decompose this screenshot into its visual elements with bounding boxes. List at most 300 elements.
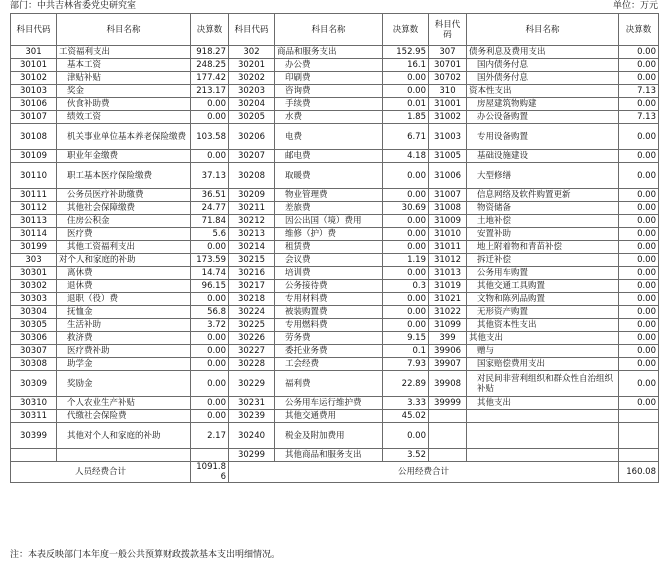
code-cell: 30701 [429, 59, 467, 72]
code-cell: 31012 [429, 254, 467, 267]
amount-cell: 0.00 [191, 293, 229, 306]
amount-cell: 37.13 [191, 163, 229, 189]
table-row [11, 163, 659, 189]
amount-cell: 3.72 [191, 319, 229, 332]
code-cell [429, 449, 467, 462]
name-cell: 办公设备购置 [467, 111, 619, 124]
code-cell: 30203 [229, 85, 275, 98]
name-cell: 医疗费补助 [57, 345, 191, 358]
name-cell [57, 449, 191, 462]
code-cell: 301 [11, 46, 57, 59]
amount-cell: 0.00 [619, 254, 659, 267]
name-cell: 其他社会保障缴费 [57, 202, 191, 215]
amount-cell: 0.00 [383, 72, 429, 85]
code-cell: 31010 [429, 228, 467, 241]
table-row [11, 358, 659, 371]
code-cell: 31011 [429, 241, 467, 254]
amount-cell: 3.52 [383, 449, 429, 462]
table-row [11, 371, 659, 397]
code-cell: 30702 [429, 72, 467, 85]
table-row [11, 332, 659, 345]
code-cell: 30101 [11, 59, 57, 72]
name-cell: 对个人和家庭的补助 [57, 254, 191, 267]
amount-cell: 9.15 [383, 332, 429, 345]
amount-cell: 0.00 [383, 319, 429, 332]
report-header [10, 0, 658, 12]
table-row [11, 85, 659, 98]
name-cell: 取暖费 [275, 163, 383, 189]
amount-cell: 0.00 [619, 397, 659, 410]
name-cell: 职工基本医疗保险缴费 [57, 163, 191, 189]
amount-cell: 0.00 [383, 423, 429, 449]
table-row [11, 397, 659, 410]
code-cell: 39908 [429, 371, 467, 397]
amount-cell: 1.19 [383, 254, 429, 267]
amount-cell: 56.8 [191, 306, 229, 319]
name-cell: 伙食补助费 [57, 98, 191, 111]
code-cell [429, 423, 467, 449]
code-cell: 30208 [229, 163, 275, 189]
code-cell: 30212 [229, 215, 275, 228]
name-cell: 其他交通费用 [275, 410, 383, 423]
name-cell: 专用材料费 [275, 293, 383, 306]
amount-cell: 0.00 [191, 150, 229, 163]
name-cell: 退职（役）费 [57, 293, 191, 306]
amount-cell: 0.00 [619, 358, 659, 371]
unit-label: 单位：万元 [612, 1, 658, 11]
name-cell: 房屋建筑物购建 [467, 98, 619, 111]
amount-cell: 7.93 [383, 358, 429, 371]
code-cell: 30308 [11, 358, 57, 371]
code-cell: 30399 [11, 423, 57, 449]
code-cell: 30205 [229, 111, 275, 124]
name-cell: 被装购置费 [275, 306, 383, 319]
code-cell: 30310 [11, 397, 57, 410]
amount-cell: 0.00 [619, 241, 659, 254]
name-cell: 退休费 [57, 280, 191, 293]
code-cell: 31008 [429, 202, 467, 215]
code-cell: 303 [11, 254, 57, 267]
code-cell: 399 [429, 332, 467, 345]
name-cell: 租赁费 [275, 241, 383, 254]
code-cell: 30218 [229, 293, 275, 306]
amount-cell: 0.00 [191, 241, 229, 254]
name-cell: 赠与 [467, 345, 619, 358]
table-header-row [11, 14, 659, 46]
code-cell: 30301 [11, 267, 57, 280]
table-row [11, 228, 659, 241]
name-cell: 印刷费 [275, 72, 383, 85]
amount-cell: 0.00 [191, 358, 229, 371]
col-header-name: 科目名称 [467, 14, 619, 46]
amount-cell: 152.95 [383, 46, 429, 59]
amount-cell: 0.00 [619, 72, 659, 85]
amount-cell: 36.51 [191, 189, 229, 202]
name-cell: 安置补助 [467, 228, 619, 241]
code-cell: 30226 [229, 332, 275, 345]
code-cell: 30103 [11, 85, 57, 98]
code-cell: 30311 [11, 410, 57, 423]
table-row [11, 267, 659, 280]
code-cell: 31009 [429, 215, 467, 228]
name-cell: 公务用车购置 [467, 267, 619, 280]
name-cell: 机关事业单位基本养老保险缴费 [57, 124, 191, 150]
name-cell: 工资福利支出 [57, 46, 191, 59]
name-cell: 大型修缮 [467, 163, 619, 189]
name-cell: 对民间非营利组织和群众性自治组织补贴 [467, 371, 619, 397]
name-cell: 其他商品和服务支出 [275, 449, 383, 462]
personnel-total-value: 1091.86 [191, 462, 229, 483]
amount-cell: 0.00 [383, 85, 429, 98]
name-cell: 抚恤金 [57, 306, 191, 319]
name-cell: 公务用车运行维护费 [275, 397, 383, 410]
name-cell: 住房公积金 [57, 215, 191, 228]
amount-cell: 6.71 [383, 124, 429, 150]
name-cell: 债务利息及费用支出 [467, 46, 619, 59]
code-cell: 39907 [429, 358, 467, 371]
name-cell: 拆迁补偿 [467, 254, 619, 267]
name-cell: 医疗费 [57, 228, 191, 241]
amount-cell: 173.59 [191, 254, 229, 267]
code-cell: 30306 [11, 332, 57, 345]
table-row [11, 293, 659, 306]
code-cell: 30107 [11, 111, 57, 124]
name-cell: 奖金 [57, 85, 191, 98]
name-cell: 国家赔偿费用支出 [467, 358, 619, 371]
personnel-total-label: 人员经费合计 [11, 462, 191, 483]
name-cell: 资本性支出 [467, 85, 619, 98]
amount-cell: 0.00 [619, 371, 659, 397]
totals-row [11, 462, 659, 483]
name-cell: 因公出国（境）费用 [275, 215, 383, 228]
name-cell: 个人农业生产补贴 [57, 397, 191, 410]
amount-cell [619, 423, 659, 449]
name-cell: 电费 [275, 124, 383, 150]
amount-cell: 0.00 [383, 189, 429, 202]
amount-cell: 177.42 [191, 72, 229, 85]
name-cell: 其他对个人和家庭的补助 [57, 423, 191, 449]
name-cell: 物业管理费 [275, 189, 383, 202]
amount-cell: 0.00 [619, 319, 659, 332]
name-cell: 信息网络及软件购置更新 [467, 189, 619, 202]
amount-cell: 918.27 [191, 46, 229, 59]
col-header-code: 科目代码 [229, 14, 275, 46]
code-cell: 30113 [11, 215, 57, 228]
name-cell: 其他工资福利支出 [57, 241, 191, 254]
name-cell [467, 410, 619, 423]
name-cell: 救济费 [57, 332, 191, 345]
code-cell: 30229 [229, 371, 275, 397]
name-cell: 手续费 [275, 98, 383, 111]
amount-cell: 0.00 [383, 228, 429, 241]
name-cell: 绩效工资 [57, 111, 191, 124]
amount-cell [619, 449, 659, 462]
code-cell: 31021 [429, 293, 467, 306]
code-cell: 39906 [429, 345, 467, 358]
name-cell [467, 423, 619, 449]
amount-cell: 0.00 [383, 293, 429, 306]
name-cell: 基本工资 [57, 59, 191, 72]
amount-cell: 7.13 [619, 111, 659, 124]
code-cell: 31006 [429, 163, 467, 189]
amount-cell: 14.74 [191, 267, 229, 280]
code-cell [11, 449, 57, 462]
table-row [11, 319, 659, 332]
col-header-name: 科目名称 [275, 14, 383, 46]
name-cell: 奖励金 [57, 371, 191, 397]
code-cell: 30231 [229, 397, 275, 410]
table-row [11, 150, 659, 163]
code-cell: 30309 [11, 371, 57, 397]
name-cell: 咨询费 [275, 85, 383, 98]
code-cell: 31002 [429, 111, 467, 124]
col-header-amount: 决算数 [191, 14, 229, 46]
name-cell: 福利费 [275, 371, 383, 397]
amount-cell: 0.00 [383, 241, 429, 254]
amount-cell: 0.01 [383, 98, 429, 111]
name-cell: 其他资本性支出 [467, 319, 619, 332]
code-cell: 31005 [429, 150, 467, 163]
amount-cell: 103.58 [191, 124, 229, 150]
code-cell: 39999 [429, 397, 467, 410]
code-cell: 31013 [429, 267, 467, 280]
code-cell: 30114 [11, 228, 57, 241]
code-cell: 30215 [229, 254, 275, 267]
name-cell: 其他支出 [467, 332, 619, 345]
amount-cell: 30.69 [383, 202, 429, 215]
table-row [11, 241, 659, 254]
col-header-name: 科目名称 [57, 14, 191, 46]
table-row [11, 345, 659, 358]
code-cell: 30239 [229, 410, 275, 423]
table-row [11, 189, 659, 202]
code-cell: 31007 [429, 189, 467, 202]
name-cell: 助学金 [57, 358, 191, 371]
amount-cell: 0.00 [383, 267, 429, 280]
amount-cell: 248.25 [191, 59, 229, 72]
code-cell: 30216 [229, 267, 275, 280]
code-cell: 30209 [229, 189, 275, 202]
name-cell: 地上附着物和青苗补偿 [467, 241, 619, 254]
table-row [11, 215, 659, 228]
code-cell: 30106 [11, 98, 57, 111]
amount-cell: 0.00 [619, 189, 659, 202]
amount-cell: 0.00 [383, 215, 429, 228]
amount-cell [619, 410, 659, 423]
name-cell: 邮电费 [275, 150, 383, 163]
code-cell: 30206 [229, 124, 275, 150]
amount-cell: 0.00 [619, 46, 659, 59]
code-cell: 30303 [11, 293, 57, 306]
amount-cell: 0.00 [619, 150, 659, 163]
table-row [11, 449, 659, 462]
name-cell: 工会经费 [275, 358, 383, 371]
code-cell: 30305 [11, 319, 57, 332]
code-cell: 31003 [429, 124, 467, 150]
amount-cell: 1.85 [383, 111, 429, 124]
amount-cell: 0.1 [383, 345, 429, 358]
amount-cell: 0.00 [383, 163, 429, 189]
amount-cell: 0.00 [619, 345, 659, 358]
table-row [11, 46, 659, 59]
amount-cell: 0.00 [191, 332, 229, 345]
name-cell: 生活补助 [57, 319, 191, 332]
code-cell: 30227 [229, 345, 275, 358]
amount-cell: 0.00 [383, 306, 429, 319]
amount-cell: 0.00 [619, 59, 659, 72]
code-cell: 307 [429, 46, 467, 59]
amount-cell: 16.1 [383, 59, 429, 72]
amount-cell: 0.00 [619, 98, 659, 111]
name-cell [467, 449, 619, 462]
code-cell: 30207 [229, 150, 275, 163]
department-label: 部门：中共吉林省委党史研究室 [10, 1, 137, 11]
name-cell: 公务接待费 [275, 280, 383, 293]
amount-cell: 5.6 [191, 228, 229, 241]
name-cell: 其他交通工具购置 [467, 280, 619, 293]
code-cell: 30102 [11, 72, 57, 85]
amount-cell: 0.00 [619, 306, 659, 319]
amount-cell: 213.17 [191, 85, 229, 98]
amount-cell [191, 449, 229, 462]
code-cell: 30199 [11, 241, 57, 254]
name-cell: 专用燃料费 [275, 319, 383, 332]
name-cell: 商品和服务支出 [275, 46, 383, 59]
public-total-label: 公用经费合计 [229, 462, 619, 483]
code-cell: 30225 [229, 319, 275, 332]
code-cell: 30228 [229, 358, 275, 371]
name-cell: 差旅费 [275, 202, 383, 215]
code-cell: 30214 [229, 241, 275, 254]
code-cell: 30204 [229, 98, 275, 111]
col-header-amount: 决算数 [619, 14, 659, 46]
amount-cell: 24.77 [191, 202, 229, 215]
code-cell: 30109 [11, 150, 57, 163]
code-cell: 310 [429, 85, 467, 98]
table-row [11, 254, 659, 267]
code-cell: 30111 [11, 189, 57, 202]
name-cell: 国外债务付息 [467, 72, 619, 85]
name-cell: 无形资产购置 [467, 306, 619, 319]
amount-cell: 0.00 [191, 371, 229, 397]
amount-cell: 2.17 [191, 423, 229, 449]
name-cell: 公务员医疗补助缴费 [57, 189, 191, 202]
name-cell: 职业年金缴费 [57, 150, 191, 163]
name-cell: 物资储备 [467, 202, 619, 215]
code-cell: 30302 [11, 280, 57, 293]
name-cell: 水费 [275, 111, 383, 124]
code-cell: 30217 [229, 280, 275, 293]
name-cell: 离休费 [57, 267, 191, 280]
amount-cell: 0.00 [191, 98, 229, 111]
name-cell: 税金及附加费用 [275, 423, 383, 449]
table-row [11, 306, 659, 319]
amount-cell: 0.00 [619, 293, 659, 306]
code-cell: 30307 [11, 345, 57, 358]
code-cell: 31001 [429, 98, 467, 111]
name-cell: 会议费 [275, 254, 383, 267]
amount-cell: 0.00 [191, 410, 229, 423]
table-row [11, 423, 659, 449]
amount-cell: 0.00 [619, 215, 659, 228]
amount-cell: 0.00 [619, 163, 659, 189]
code-cell: 30112 [11, 202, 57, 215]
name-cell: 办公费 [275, 59, 383, 72]
name-cell: 维修（护）费 [275, 228, 383, 241]
public-total-value: 160.08 [619, 462, 659, 483]
amount-cell: 0.00 [619, 124, 659, 150]
table-row [11, 59, 659, 72]
code-cell: 30108 [11, 124, 57, 150]
amount-cell: 0.00 [619, 332, 659, 345]
name-cell: 培训费 [275, 267, 383, 280]
amount-cell: 0.00 [191, 397, 229, 410]
table-row [11, 98, 659, 111]
table-row [11, 280, 659, 293]
amount-cell: 3.33 [383, 397, 429, 410]
name-cell: 代缴社会保险费 [57, 410, 191, 423]
amount-cell: 7.13 [619, 85, 659, 98]
table-row [11, 72, 659, 85]
code-cell: 31022 [429, 306, 467, 319]
code-cell: 31099 [429, 319, 467, 332]
table-row [11, 111, 659, 124]
code-cell: 30240 [229, 423, 275, 449]
name-cell: 劳务费 [275, 332, 383, 345]
name-cell: 国内债务付息 [467, 59, 619, 72]
amount-cell: 0.3 [383, 280, 429, 293]
name-cell: 专用设备购置 [467, 124, 619, 150]
code-cell: 30213 [229, 228, 275, 241]
table-row [11, 124, 659, 150]
table-row [11, 202, 659, 215]
amount-cell: 0.00 [619, 202, 659, 215]
amount-cell: 22.89 [383, 371, 429, 397]
name-cell: 津贴补贴 [57, 72, 191, 85]
code-cell: 302 [229, 46, 275, 59]
code-cell: 30202 [229, 72, 275, 85]
col-header-code: 科目代码 [11, 14, 57, 46]
amount-cell: 45.02 [383, 410, 429, 423]
expenditure-table [10, 13, 659, 483]
name-cell: 委托业务费 [275, 345, 383, 358]
code-cell: 30211 [229, 202, 275, 215]
code-cell: 30201 [229, 59, 275, 72]
amount-cell: 96.15 [191, 280, 229, 293]
col-header-amount: 决算数 [383, 14, 429, 46]
code-cell: 31019 [429, 280, 467, 293]
code-cell: 30299 [229, 449, 275, 462]
amount-cell: 0.00 [619, 267, 659, 280]
amount-cell: 0.00 [619, 228, 659, 241]
amount-cell: 0.00 [191, 111, 229, 124]
code-cell: 30224 [229, 306, 275, 319]
amount-cell: 4.18 [383, 150, 429, 163]
code-cell [429, 410, 467, 423]
name-cell: 基础设施建设 [467, 150, 619, 163]
name-cell: 其他支出 [467, 397, 619, 410]
amount-cell: 0.00 [191, 345, 229, 358]
name-cell: 土地补偿 [467, 215, 619, 228]
code-cell: 30304 [11, 306, 57, 319]
amount-cell: 0.00 [619, 280, 659, 293]
code-cell: 30110 [11, 163, 57, 189]
amount-cell: 71.84 [191, 215, 229, 228]
table-note: 注：本表反映部门本年度一般公共预算财政拨款基本支出明细情况。 [10, 550, 281, 560]
name-cell: 文物和陈列品购置 [467, 293, 619, 306]
table-row [11, 410, 659, 423]
col-header-code: 科目代码 [429, 14, 467, 46]
